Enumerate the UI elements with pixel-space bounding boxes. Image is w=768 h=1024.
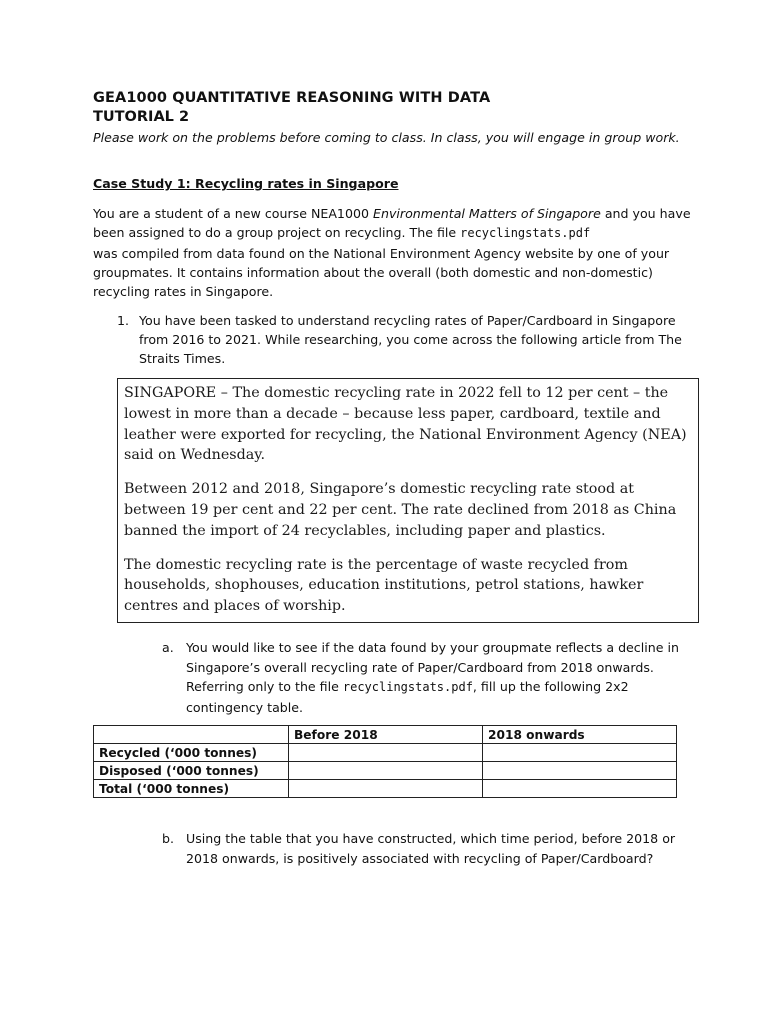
case-study-intro [93, 204, 693, 301]
article-paragraph: SINGAPORE – The domestic recycling rate in 2022 fell to 12 per cent – the lowest in more than a decade – because less paper, cardboard, textile and leather were exported for recycling, the National Environment Agency (NEA) said on Wednesday. [124, 385, 687, 464]
table-cell-empty[interactable] [483, 762, 677, 780]
row-label-total: Total (‘000 tonnes) [94, 780, 289, 798]
question-1a-text-1: You would like to see if the data found by your groupmate reflects a decline in Singapore’s overall recycling rate of Paper/Cardboard from 2018 onwards. Referring only to the file [186, 640, 679, 694]
table-corner-cell [94, 726, 289, 744]
row-label-recycled: Recycled (‘000 tonnes) [94, 744, 289, 762]
question-1-text: You have been tasked to understand recycling rates of Paper/Cardboard in Singapore from 2016 to 2021. While researching, you come across the following article from The Straits Times. [139, 313, 682, 366]
intro-file-name: recyclingstats.pdf [460, 226, 591, 241]
column-header-2018-onwards: 2018 onwards [483, 726, 677, 744]
question-1b-letter: b. [162, 831, 174, 846]
table-header-row [94, 726, 677, 744]
question-1-number: 1. [117, 313, 130, 328]
news-article-box [117, 378, 699, 623]
intro-course-name: Environmental Matters of Singapore [373, 206, 601, 221]
intro-text-3: was compiled from data found on the National Environment Agency website by one of your groupmates. It contains information about the overall (both domestic and non-domestic) recycling rates in Singapore. [93, 245, 670, 300]
case-study-heading: Case Study 1: Recycling rates in Singapore [93, 176, 399, 191]
table-cell-empty[interactable] [289, 762, 483, 780]
tutorial-title: TUTORIAL 2 [93, 109, 190, 125]
article-paragraph: The domestic recycling rate is the percentage of waste recycled from households, shophouses, education institutions, petrol stations, hawker centres and places of worship. [124, 556, 644, 615]
intro-text-2: and you have been assigned to do a group project on recycling. The file [93, 206, 691, 241]
intro-text-1: You are a student of a new course NEA1000 [93, 206, 373, 221]
question-1 [117, 311, 693, 368]
question-1b [162, 829, 692, 868]
article-paragraph: Between 2012 and 2018, Singapore’s domestic recycling rate stood at between 19 per cent and 22 per cent. The rate declined from 2018 as China banned the import of 24 recyclables, including paper and plastics. [124, 481, 677, 539]
question-1a-text-2: , fill up the following 2x2 contingency table. [186, 679, 629, 715]
contingency-table [93, 725, 677, 798]
instruction-text: Please work on the problems before coming to class. In class, you will engage in group work. [93, 130, 680, 145]
question-1b-text: Using the table that you have constructed, which time period, before 2018 or 2018 onwards, is positively associated with recycling of Paper/Cardboard? [186, 831, 676, 866]
table-cell-empty[interactable] [483, 744, 677, 762]
table-cell-empty[interactable] [289, 780, 483, 798]
table-row [94, 762, 677, 780]
question-1a-text [186, 638, 682, 717]
table-cell-empty[interactable] [289, 744, 483, 762]
row-label-disposed: Disposed (‘000 tonnes) [94, 762, 289, 780]
table-row [94, 744, 677, 762]
question-1a-file-name: recyclingstats.pdf [342, 680, 473, 694]
question-1a [162, 638, 682, 717]
course-title: GEA1000 QUANTITATIVE REASONING WITH DATA [93, 90, 491, 106]
question-1a-letter: a. [162, 640, 174, 655]
table-row [94, 780, 677, 798]
table-cell-empty[interactable] [483, 780, 677, 798]
column-header-before-2018: Before 2018 [289, 726, 483, 744]
